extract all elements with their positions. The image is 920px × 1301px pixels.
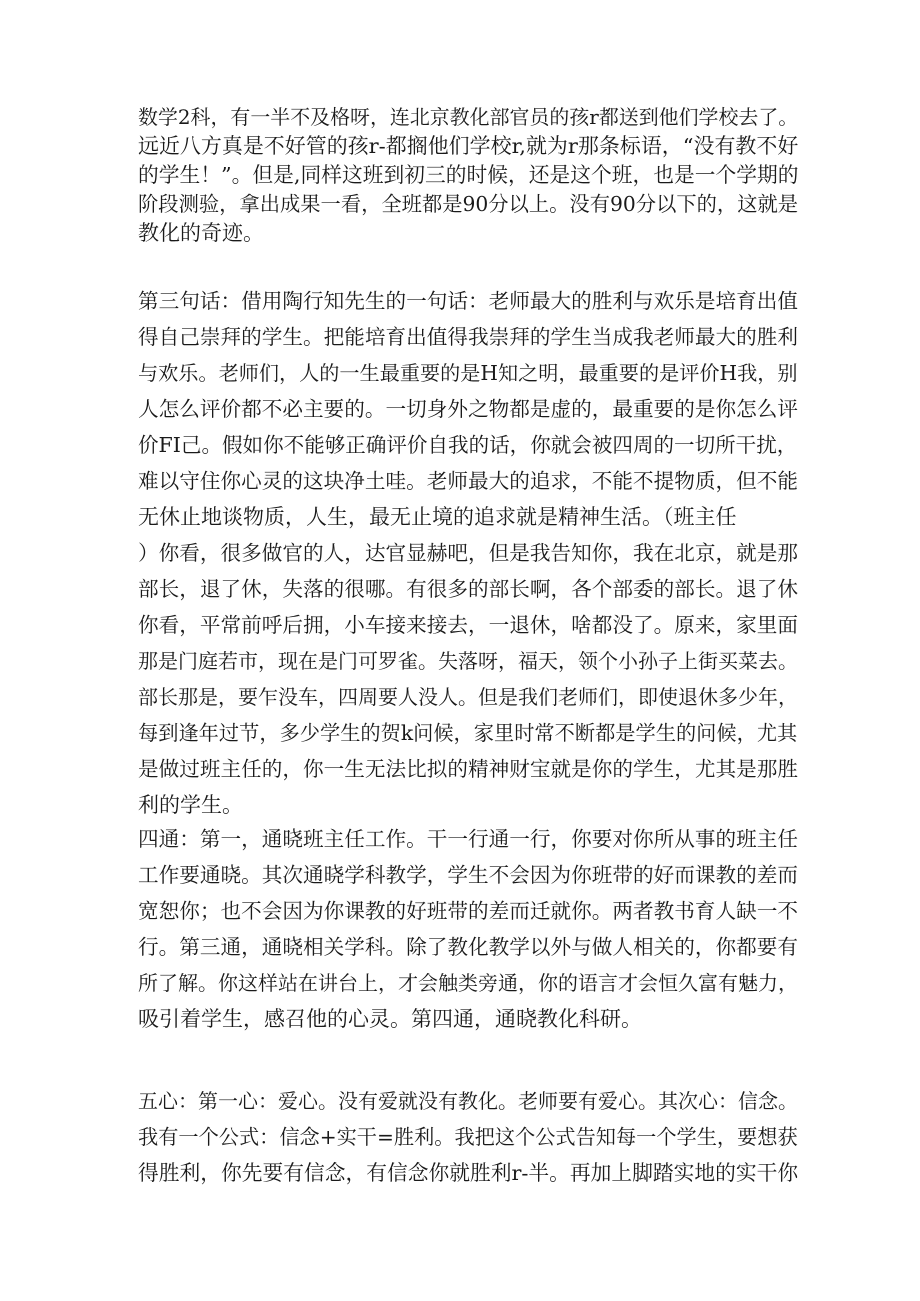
text-line: 四通：第一，通晓班主任工作。干一行通一行，你要对你所从事的班主任: [138, 827, 799, 851]
paragraph-four-mastery: [138, 821, 798, 1037]
text-line: 工作要通晓。其次通晓学科教学，学生不会因为你班带的好而课教的差而: [138, 863, 799, 887]
text-line: 部长那是，要乍没车，四周要人没人。但是我们老师们，即使退休多少年，: [138, 685, 798, 709]
text-line: 利的学生。: [138, 793, 243, 817]
text-line: 每到逢年过节，多少学生的贺k问候，家里时常不断都是学生的问候，尤其: [138, 721, 798, 745]
text-line: 五心：第一心：爱心。没有爱就没有教化。老师要有爱心。其次心：信念。: [138, 1089, 798, 1113]
text-line: 数学2科，有一半不及格呀，连北京教化部官员的孩r都送到他们学校去了。: [138, 105, 799, 129]
text-line: 第三句话：借用陶行知先生的一句话：老师最大的胜利与欢乐是培育出值: [138, 289, 799, 313]
text-line: 那是门庭若市，现在是门可罗雀。失落呀，福天，领个小孙子上街买菜去。: [138, 649, 798, 673]
text-line: 难以守住你心灵的这块净土哇。老师最大的追求，不能不提物质，但不能: [138, 469, 799, 493]
text-line: 价FI己。假如你不能够正确评价自我的话，你就会被四周的一切所干扰，: [138, 433, 798, 457]
text-line: 所了解。你这样站在讲台上，才会触类旁通，你的语言才会恒久富有魅力，: [138, 971, 798, 995]
text-line: 人怎么评价都不必主要的。一切身外之物都是虚的，最重要的是你怎么评: [138, 397, 799, 421]
text-line: 我有一个公式：信念+实干=胜利。我把这个公式告知每一个学生，要想获: [138, 1125, 798, 1149]
text-line: 得自己崇拜的学生。把能培育出值得我崇拜的学生当成我老师最大的胜利: [138, 325, 799, 349]
paragraph-third-saying: [138, 283, 798, 823]
text-line: 的学生！”。但是,同样这班到初三的时候，还是这个班，也是一个学期的: [138, 163, 799, 187]
text-line: 部长，退了休，失落的很哪。有很多的部长啊，各个部委的部长。退了休: [138, 577, 799, 601]
paragraph-exam-miracle: [138, 103, 798, 248]
text-line: 与欢乐。老师们，人的一生最重要的是H知之明，最重要的是评价H我，别: [138, 361, 798, 385]
text-line: 宽恕你；也不会因为你课教的好班带的差而迁就你。两者教书育人缺一不: [138, 899, 799, 923]
text-line: 吸引着学生，感召他的心灵。第四通，通晓教化科研。: [138, 1007, 642, 1031]
text-line: 无休止地谈物质，人生，最无止境的追求就是精神生活。（班主任: [138, 505, 737, 529]
paragraph-five-hearts: [138, 1083, 798, 1191]
text-line: 是做过班主任的，你一生无法比拟的精神财宝就是你的学生，尤其是那胜: [138, 757, 799, 781]
text-line: 阶段测验，拿出成果一看，全班都是90分以上。没有90分以下的，这就是: [138, 192, 799, 216]
text-line: 教化的奇迹。: [138, 221, 264, 245]
text-line: ）你看，很多做官的人，达官显赫吧，但是我告知你，我在北京，就是那: [138, 541, 799, 565]
text-line: 得胜利，你先要有信念，有信念你就胜利r-半。再加上脚踏实地的实干你: [138, 1161, 799, 1185]
text-line: 远近八方真是不好管的孩r-都搁他们学校r,就为r那条标语，“没有教不好: [138, 134, 799, 158]
text-line: 你看，平常前呼后拥，小车接来接去，一退休，啥都没了。原来，家里面: [138, 613, 799, 637]
text-line: 行。第三通，通晓相关学科。除了教化教学以外与做人相关的，你都要有: [138, 935, 799, 959]
